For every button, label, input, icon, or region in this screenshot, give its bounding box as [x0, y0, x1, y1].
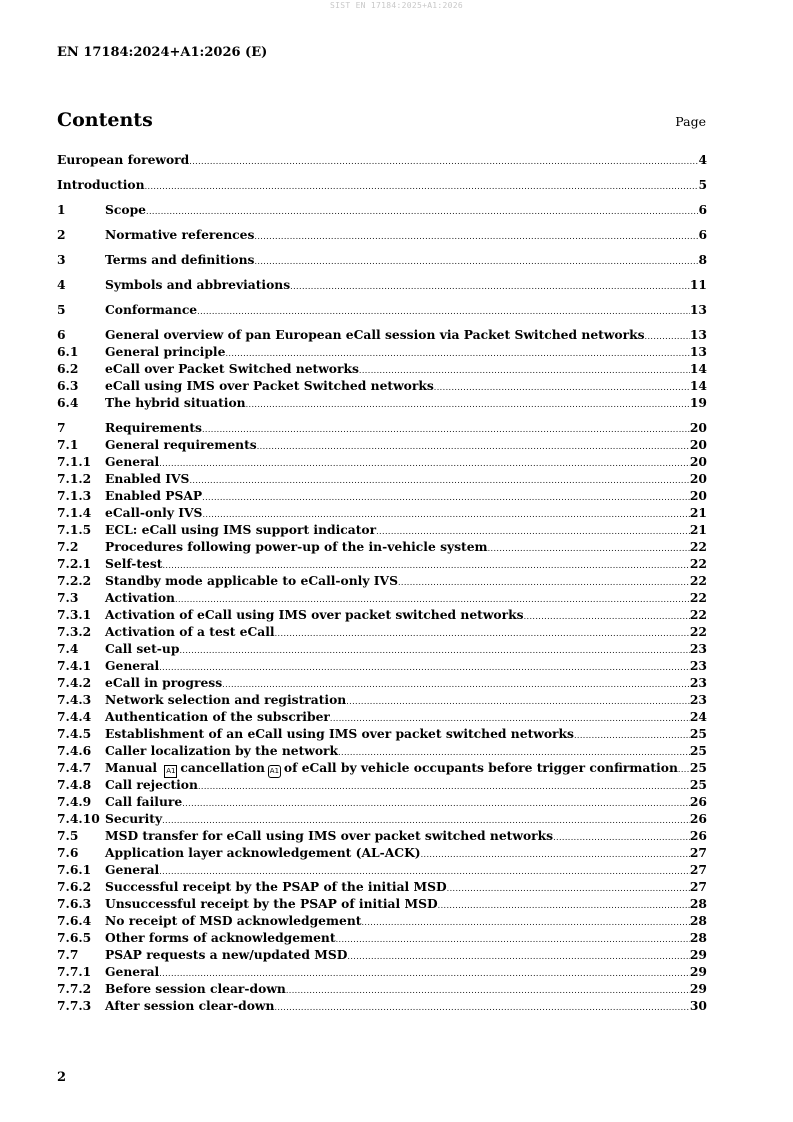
toc-section-title: Activation [105, 590, 175, 605]
dot-leader [524, 608, 690, 625]
toc-entry[interactable] [57, 301, 707, 318]
dot-leader [246, 396, 690, 413]
dot-leader [182, 795, 690, 812]
toc-section-number: 7.4.6 [57, 743, 92, 758]
toc-section-title: Normative references [105, 227, 255, 242]
dot-leader [189, 472, 689, 489]
toc-section-title: Network selection and registration [105, 692, 347, 707]
dot-leader [447, 880, 690, 897]
toc-section-number: 6.3 [57, 378, 79, 393]
dot-leader [574, 727, 690, 744]
toc-section-number: 7.3.2 [57, 624, 92, 639]
toc-section-number: 7.1.4 [57, 505, 92, 520]
toc-entry[interactable] [57, 708, 707, 725]
toc-entry[interactable] [57, 742, 707, 759]
toc-entry[interactable] [57, 589, 707, 606]
dot-leader [290, 278, 690, 295]
toc-section-title: Standby mode applicable to eCall-only IVS [105, 573, 398, 588]
toc-page-number: 27 [689, 845, 707, 860]
toc-entry[interactable] [57, 861, 707, 878]
toc-section-number: 7.4.2 [57, 675, 92, 690]
toc-page-number: 6 [698, 227, 707, 242]
toc-entry[interactable] [57, 657, 707, 674]
toc-section-title: No receipt of MSD acknowledgement [105, 913, 362, 928]
toc-page-number: 20 [689, 437, 707, 452]
dot-leader [189, 153, 698, 170]
toc-page-number: 25 [689, 760, 707, 775]
toc-section-number: 7.1.2 [57, 471, 92, 486]
standard-header: EN 17184:2024+A1:2026 (E) [57, 45, 268, 60]
toc-page-number: 25 [689, 726, 707, 741]
toc-page-number: 22 [689, 573, 707, 588]
toc-section-title: Call rejection [105, 777, 198, 792]
toc-entry[interactable] [57, 276, 707, 293]
dot-leader [159, 659, 690, 676]
toc-entry[interactable] [57, 997, 707, 1014]
toc-section-number: 7.7.1 [57, 964, 92, 979]
toc-page-number: 26 [689, 828, 707, 843]
dot-leader [145, 178, 699, 195]
toc-section-number: 7.6.5 [57, 930, 92, 945]
toc-section-number: 7.4.1 [57, 658, 92, 673]
toc-section-title: General overview of pan European eCall session via Packet Switched networks [105, 327, 645, 342]
toc-entry[interactable] [57, 759, 707, 776]
amendment-start-icon: A1 [164, 765, 177, 778]
toc-section-title: Authentication of the subscriber [105, 709, 330, 724]
toc-section-number: 5 [57, 302, 66, 317]
toc-page-number: 26 [689, 794, 707, 809]
toc-section-number: 6.1 [57, 344, 79, 359]
toc-section-title: Other forms of acknowledgement [105, 930, 336, 945]
toc-entry[interactable] [57, 844, 707, 861]
toc-section-title: Introduction [57, 177, 145, 192]
dot-leader [257, 438, 690, 455]
toc-section-number: 2 [57, 227, 66, 242]
toc-entry[interactable] [57, 963, 707, 980]
toc-page-number: 27 [689, 879, 707, 894]
toc-entry[interactable] [57, 623, 707, 640]
toc-section-title: General [105, 964, 160, 979]
toc-section-number: 7.1.5 [57, 522, 92, 537]
toc-section-number: 7.4.5 [57, 726, 92, 741]
toc-section-title: PSAP requests a new/updated MSD [105, 947, 348, 962]
toc-section-number: 7.6.1 [57, 862, 92, 877]
toc-entry[interactable] [57, 453, 707, 470]
toc-page-number: 6 [698, 202, 707, 217]
toc-page-number: 13 [689, 344, 707, 359]
toc-section-title: Self-test [105, 556, 163, 571]
toc-entry[interactable] [57, 419, 707, 436]
toc-page-number: 29 [689, 947, 707, 962]
page-title: Contents [57, 109, 153, 131]
toc-section-number: 7 [57, 420, 66, 435]
toc-page-number: 20 [689, 471, 707, 486]
toc-section-number: 7.6 [57, 845, 79, 860]
toc-section-number: 7.4.10 [57, 811, 100, 826]
toc-page-number: 23 [689, 641, 707, 656]
toc-section-title: Application layer acknowledgement (AL-ACK) [105, 845, 421, 860]
toc-page-number: 20 [689, 488, 707, 503]
toc-section-number: 7.1.1 [57, 454, 92, 469]
toc-page-number: 25 [689, 743, 707, 758]
toc-page-number: 22 [689, 539, 707, 554]
toc-section-number: 7.1.3 [57, 488, 92, 503]
dot-leader [198, 778, 690, 795]
toc-section-title: eCall over Packet Switched networks [105, 361, 359, 376]
toc-entry[interactable] [57, 827, 707, 844]
toc-section-number: 3 [57, 252, 66, 267]
toc-page-number: 13 [689, 327, 707, 342]
page-number: 2 [57, 1070, 67, 1085]
toc-page-number: 29 [689, 981, 707, 996]
dot-leader [202, 489, 690, 506]
toc-section-title: General [105, 862, 160, 877]
table-of-contents [57, 151, 707, 1014]
dot-leader [179, 642, 689, 659]
toc-section-title: Establishment of an eCall using IMS over packet switched networks [105, 726, 574, 741]
toc-section-title: The hybrid situation [105, 395, 246, 410]
toc-entry[interactable] [57, 572, 707, 589]
toc-section-title: Caller localization by the network [105, 743, 339, 758]
toc-entry[interactable] [57, 980, 707, 997]
toc-section-title: ECL: eCall using IMS support indicator [105, 522, 377, 537]
toc-entry[interactable] [57, 151, 707, 168]
dot-leader [678, 761, 690, 778]
toc-section-number: 7.3.1 [57, 607, 92, 622]
toc-section-number: 6.4 [57, 395, 79, 410]
toc-entry[interactable] [57, 878, 707, 895]
toc-page-number: 28 [689, 896, 707, 911]
toc-entry[interactable] [57, 640, 707, 657]
toc-entry[interactable] [57, 810, 707, 827]
toc-section-number: 7.6.4 [57, 913, 92, 928]
toc-entry[interactable] [57, 377, 707, 394]
toc-section-number: 7.4.8 [57, 777, 92, 792]
dot-leader [274, 999, 689, 1016]
toc-entry[interactable] [57, 176, 707, 193]
toc-section-title: Terms and definitions [105, 252, 255, 267]
toc-section-title: General [105, 454, 160, 469]
toc-page-number: 26 [689, 811, 707, 826]
dot-leader [286, 982, 690, 999]
toc-entry[interactable] [57, 725, 707, 742]
toc-section-number: 7.1 [57, 437, 79, 452]
toc-entry[interactable] [57, 251, 707, 268]
toc-page-number: 25 [689, 777, 707, 792]
toc-page-number: 22 [689, 624, 707, 639]
toc-section-title: Conformance [105, 302, 198, 317]
toc-section-number: 7.4.4 [57, 709, 92, 724]
toc-entry[interactable] [57, 606, 707, 623]
toc-page-number: 29 [689, 964, 707, 979]
toc-page-number: 4 [698, 152, 707, 167]
toc-entry[interactable] [57, 360, 707, 377]
toc-entry[interactable] [57, 946, 707, 963]
page-column-label: Page [675, 114, 706, 129]
toc-section-title: Successful receipt by the PSAP of the initial MSD [105, 879, 447, 894]
toc-section-title: General principle [105, 344, 226, 359]
toc-entry[interactable] [57, 895, 707, 912]
toc-section-number: 4 [57, 277, 66, 292]
toc-section-title: MSD transfer for eCall using IMS over packet switched networks [105, 828, 554, 843]
dot-leader [347, 948, 689, 965]
toc-section-number: 7.2.2 [57, 573, 92, 588]
dot-leader [421, 846, 690, 863]
toc-section-number: 7.2 [57, 539, 79, 554]
toc-page-number: 27 [689, 862, 707, 877]
dot-leader [275, 625, 690, 642]
toc-entry[interactable] [57, 691, 707, 708]
toc-page-number: 11 [689, 277, 707, 292]
dot-leader [645, 328, 690, 345]
toc-entry[interactable] [57, 538, 707, 555]
toc-section-title: Procedures following power-up of the in-vehicle system [105, 539, 488, 554]
toc-section-title: eCall-only IVS [105, 505, 203, 520]
dot-leader [361, 914, 689, 931]
toc-section-number: 1 [57, 202, 66, 217]
toc-section-title: Scope [105, 202, 146, 217]
dot-leader [146, 203, 698, 220]
toc-section-number: 7.3 [57, 590, 79, 605]
toc-page-number: 23 [689, 675, 707, 690]
toc-section-title: Enabled IVS [105, 471, 190, 486]
dot-leader [197, 303, 690, 320]
toc-entry[interactable] [57, 226, 707, 243]
toc-section-title: General [105, 658, 160, 673]
toc-section-number: 6 [57, 327, 66, 342]
toc-entry[interactable] [57, 201, 707, 218]
dot-leader [346, 693, 690, 710]
toc-page-number: 21 [689, 505, 707, 520]
dot-leader [488, 540, 690, 557]
dot-leader [202, 421, 690, 438]
toc-page-number: 13 [689, 302, 707, 317]
toc-section-number: 7.6.3 [57, 896, 92, 911]
toc-section-number: 7.4.9 [57, 794, 92, 809]
toc-entry[interactable] [57, 470, 707, 487]
toc-section-title: Activation of eCall using IMS over packet switched networks [105, 607, 524, 622]
toc-section-title: Enabled PSAP [105, 488, 203, 503]
toc-page-number: 21 [689, 522, 707, 537]
toc-section-number: 7.7 [57, 947, 79, 962]
toc-section-title: Activation of a test eCall [105, 624, 275, 639]
toc-page-number: 22 [689, 607, 707, 622]
toc-section-title: Call set-up [105, 641, 180, 656]
toc-entry[interactable] [57, 521, 707, 538]
toc-section-number: 6.2 [57, 361, 79, 376]
dot-leader [438, 897, 690, 914]
toc-section-title: eCall in progress [105, 675, 223, 690]
dot-leader [434, 379, 690, 396]
toc-section-number: 7.5 [57, 828, 79, 843]
toc-title-part: Manual [105, 760, 158, 775]
toc-entry[interactable] [57, 487, 707, 504]
toc-page-number: 22 [689, 590, 707, 605]
toc-page-number: 28 [689, 930, 707, 945]
toc-section-title: Security [105, 811, 163, 826]
toc-page-number: 19 [689, 395, 707, 410]
dot-leader [398, 574, 690, 591]
toc-page-number: 20 [689, 454, 707, 469]
toc-section-title: General requirements [105, 437, 257, 452]
toc-title-part: of eCall by vehicle occupants before trigger confirmation [283, 760, 678, 775]
toc-section-title: Before session clear-down [105, 981, 286, 996]
toc-entry[interactable] [57, 674, 707, 691]
dot-leader [254, 253, 698, 270]
toc-page-number: 23 [689, 658, 707, 673]
toc-entry[interactable] [57, 343, 707, 360]
toc-page-number: 14 [689, 361, 707, 376]
toc-entry[interactable] [57, 929, 707, 946]
toc-page-number: 24 [689, 709, 707, 724]
toc-section-number: 7.2.1 [57, 556, 92, 571]
toc-section-title: After session clear-down [105, 998, 275, 1013]
toc-entry[interactable] [57, 504, 707, 521]
toc-title-part: cancellation [180, 760, 265, 775]
watermark: SIST EN 17184:2025+A1:2026 [329, 1, 464, 10]
toc-page-number: 8 [698, 252, 707, 267]
toc-section-title: Symbols and abbreviations [105, 277, 291, 292]
toc-section-number: 7.4.3 [57, 692, 92, 707]
dot-leader [159, 455, 690, 472]
toc-section-number: 7.6.2 [57, 879, 92, 894]
toc-page-number: 28 [689, 913, 707, 928]
toc-entry[interactable] [57, 326, 707, 343]
toc-section-number: 7.7.3 [57, 998, 92, 1013]
toc-section-number: 7.4 [57, 641, 79, 656]
toc-entry[interactable] [57, 912, 707, 929]
toc-entry[interactable] [57, 555, 707, 572]
toc-page-number: 5 [698, 177, 707, 192]
toc-page-number: 30 [689, 998, 707, 1013]
toc-page-number: 23 [689, 692, 707, 707]
toc-section-title: Requirements [105, 420, 202, 435]
toc-section-title: Call failure [105, 794, 183, 809]
toc-section-number: 7.4.7 [57, 760, 92, 775]
toc-entry[interactable] [57, 394, 707, 411]
dot-leader [336, 931, 690, 948]
amendment-end-icon: A1 [268, 765, 281, 778]
toc-page-number: 20 [689, 420, 707, 435]
toc-entry[interactable] [57, 776, 707, 793]
toc-section-number: 7.7.2 [57, 981, 92, 996]
toc-entry[interactable] [57, 793, 707, 810]
toc-section-title: eCall using IMS over Packet Switched networks [105, 378, 434, 393]
toc-entry[interactable] [57, 436, 707, 453]
toc-page-number: 22 [689, 556, 707, 571]
toc-page-number: 14 [689, 378, 707, 393]
dot-leader [553, 829, 690, 846]
toc-section-title: Unsuccessful receipt by the PSAP of initial MSD [105, 896, 438, 911]
dot-leader [254, 228, 698, 245]
toc-section-title: European foreword [57, 152, 190, 167]
